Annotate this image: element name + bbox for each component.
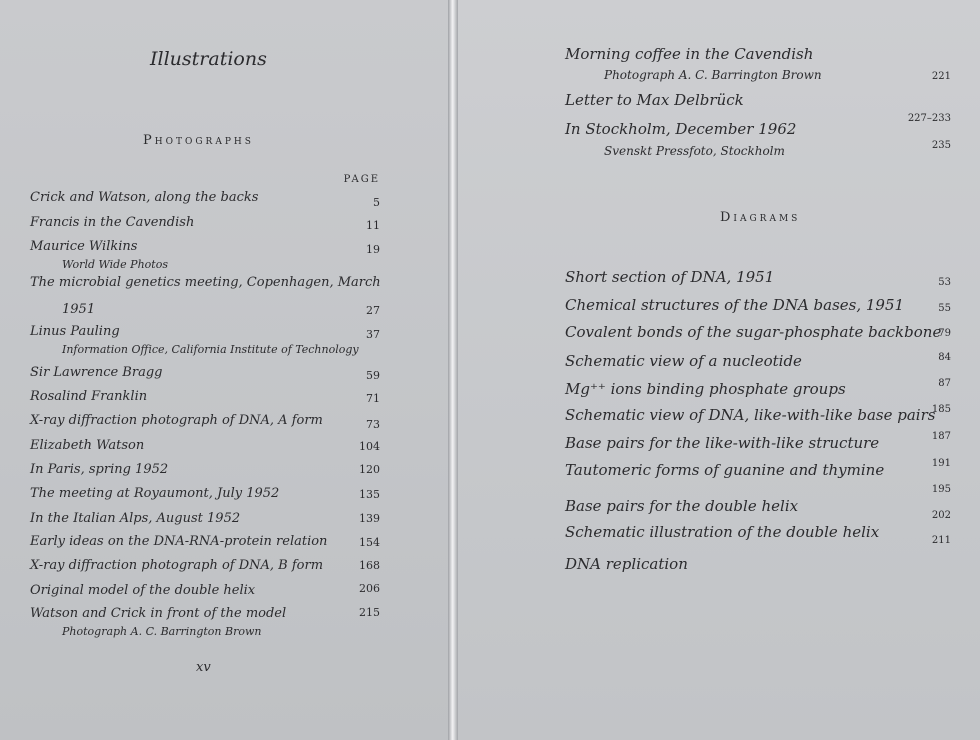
- entry-page: 195: [931, 484, 951, 495]
- entry-page: 120: [359, 463, 380, 476]
- entry-credit: Svenskt Pressfoto, Stockholm: [604, 144, 785, 158]
- entry-title: Elizabeth Watson: [30, 438, 145, 453]
- entry-page: 79: [938, 328, 951, 339]
- entry-page: 11: [366, 219, 380, 232]
- entry-title: Watson and Crick in front of the model: [30, 606, 287, 621]
- entry-title: Crick and Watson, along the backs: [30, 190, 259, 205]
- entry-page: 135: [359, 488, 380, 501]
- entry-credit: World Wide Photos: [62, 258, 168, 271]
- entry-credit: Photograph A. C. Barrington Brown: [62, 625, 262, 638]
- left-page: [0, 0, 448, 740]
- entry-page: 53: [938, 277, 951, 288]
- entry-title: Letter to Max Delbrück: [565, 91, 744, 109]
- page-column-label: PAGE: [343, 174, 380, 185]
- entry-title: Chemical structures of the DNA bases, 1951: [565, 296, 905, 314]
- entry-title: In the Italian Alps, August 1952: [30, 511, 241, 526]
- entry-page: 221: [931, 71, 951, 82]
- entry-page: 55: [938, 303, 951, 314]
- entry-title: Schematic view of a nucleotide: [565, 352, 802, 370]
- entry-title: DNA replication: [565, 555, 688, 573]
- entry-title: X-ray diffraction photograph of DNA, A form: [30, 413, 323, 428]
- entry-page: 206: [359, 582, 380, 595]
- entry-title: The meeting at Royaumont, July 1952: [30, 486, 280, 501]
- book-gutter: [448, 0, 458, 740]
- entry-title: In Paris, spring 1952: [30, 462, 169, 477]
- entry-page: 5: [373, 196, 380, 209]
- entry-page: 84: [938, 352, 951, 363]
- entry-page: 185: [931, 404, 951, 415]
- section-heading-photographs: Photographs: [143, 133, 254, 148]
- entry-page: 59: [366, 369, 380, 382]
- entry-title: Maurice Wilkins: [30, 239, 138, 254]
- entry-credit: Information Office, California Institute of Technology: [62, 343, 359, 356]
- page-heading: Illustrations: [150, 48, 267, 70]
- entry-page: 211: [931, 535, 951, 546]
- entry-page: 235: [931, 140, 951, 151]
- entry-page: 154: [359, 536, 380, 549]
- entry-page: 104: [359, 440, 380, 453]
- entry-page: 227–233: [907, 113, 951, 124]
- entry-title: Covalent bonds of the sugar-phosphate backbone: [565, 323, 942, 341]
- entry-page: 168: [359, 559, 380, 572]
- entry-title: Francis in the Cavendish: [30, 215, 195, 230]
- entry-page: 139: [359, 512, 380, 525]
- entry-title: Short section of DNA, 1951: [565, 268, 775, 286]
- entry-title: In Stockholm, December 1962: [565, 120, 797, 138]
- entry-page: 73: [366, 418, 380, 431]
- entry-title: The microbial genetics meeting, Copenhagen, March: [30, 275, 381, 290]
- entry-page: 37: [366, 328, 380, 341]
- entry-title-continued: 1951: [62, 302, 96, 317]
- entry-title: Base pairs for the like-with-like structure: [565, 434, 880, 452]
- entry-title: Linus Pauling: [30, 324, 120, 339]
- entry-title: Mg⁺⁺ ions binding phosphate groups: [565, 380, 846, 398]
- right-page: [458, 0, 980, 740]
- entry-title: Original model of the double helix: [30, 583, 256, 598]
- entry-page: 202: [931, 510, 951, 521]
- entry-page: 27: [366, 304, 380, 317]
- entry-page: 87: [938, 378, 951, 389]
- entry-title: Schematic illustration of the double helix: [565, 523, 880, 541]
- entry-page: 187: [931, 431, 951, 442]
- entry-credit: Photograph A. C. Barrington Brown: [604, 68, 822, 82]
- section-heading-diagrams: Diagrams: [720, 210, 801, 225]
- entry-page: 215: [359, 606, 380, 619]
- entry-page: 71: [366, 392, 380, 405]
- page-folio: xv: [196, 660, 211, 675]
- entry-page: 19: [366, 243, 380, 256]
- entry-page: 191: [931, 458, 951, 469]
- entry-title: Early ideas on the DNA-RNA-protein relation: [30, 534, 328, 549]
- entry-title: Morning coffee in the Cavendish: [565, 45, 814, 63]
- entry-title: Schematic view of DNA, like-with-like base pairs: [565, 406, 936, 424]
- entry-title: Sir Lawrence Bragg: [30, 365, 163, 380]
- entry-title: X-ray diffraction photograph of DNA, B form: [30, 558, 324, 573]
- entry-title: Rosalind Franklin: [30, 389, 148, 404]
- entry-title: Base pairs for the double helix: [565, 497, 799, 515]
- entry-title: Tautomeric forms of guanine and thymine: [565, 461, 885, 479]
